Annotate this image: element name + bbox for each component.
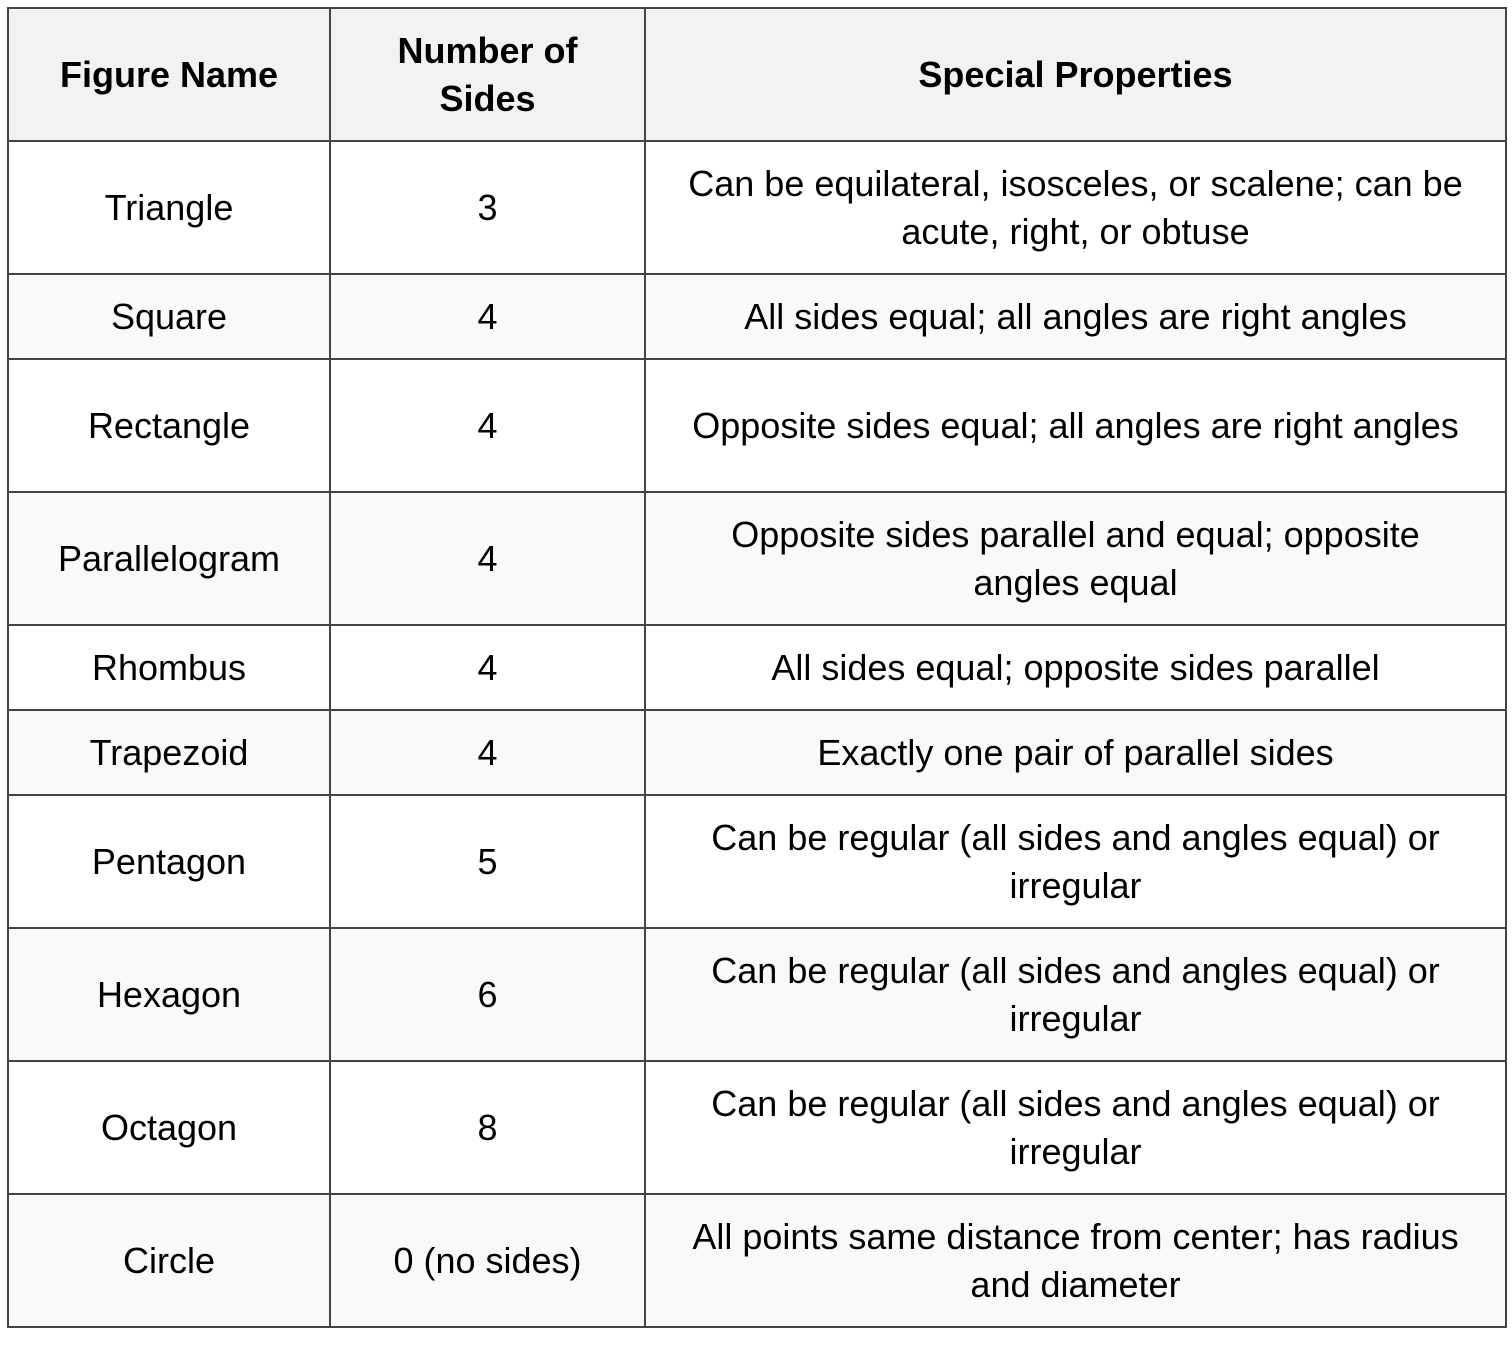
cell-number-of-sides: 3	[330, 141, 645, 274]
cell-special-properties: Opposite sides parallel and equal; opposite angles equal	[645, 492, 1506, 625]
cell-figure-name: Rectangle	[8, 359, 330, 492]
header-number-of-sides: Number of Sides	[330, 8, 645, 141]
cell-special-properties: Can be regular (all sides and angles equal) or irregular	[645, 928, 1506, 1061]
cell-special-properties: All sides equal; opposite sides parallel	[645, 625, 1506, 710]
cell-figure-name: Trapezoid	[8, 710, 330, 795]
table-row	[8, 795, 1506, 928]
cell-special-properties: Opposite sides equal; all angles are right angles	[645, 359, 1506, 492]
cell-figure-name: Triangle	[8, 141, 330, 274]
table-row	[8, 141, 1506, 274]
table-row	[8, 928, 1506, 1061]
table-row	[8, 1194, 1506, 1327]
cell-number-of-sides: 4	[330, 359, 645, 492]
cell-number-of-sides: 5	[330, 795, 645, 928]
cell-number-of-sides: 6	[330, 928, 645, 1061]
cell-figure-name: Pentagon	[8, 795, 330, 928]
table-row	[8, 710, 1506, 795]
cell-figure-name: Circle	[8, 1194, 330, 1327]
table-row	[8, 492, 1506, 625]
cell-special-properties: Exactly one pair of parallel sides	[645, 710, 1506, 795]
header-row	[8, 8, 1506, 141]
cell-number-of-sides: 4	[330, 274, 645, 359]
cell-figure-name: Hexagon	[8, 928, 330, 1061]
cell-figure-name: Parallelogram	[8, 492, 330, 625]
header-special-properties: Special Properties	[645, 8, 1506, 141]
table-row	[8, 625, 1506, 710]
cell-number-of-sides: 4	[330, 492, 645, 625]
table-row	[8, 359, 1506, 492]
cell-special-properties: Can be regular (all sides and angles equal) or irregular	[645, 1061, 1506, 1194]
table-row	[8, 1061, 1506, 1194]
cell-figure-name: Square	[8, 274, 330, 359]
cell-number-of-sides: 8	[330, 1061, 645, 1194]
cell-special-properties: Can be equilateral, isosceles, or scalene; can be acute, right, or obtuse	[645, 141, 1506, 274]
cell-special-properties: All sides equal; all angles are right angles	[645, 274, 1506, 359]
cell-number-of-sides: 4	[330, 710, 645, 795]
cell-figure-name: Octagon	[8, 1061, 330, 1194]
shapes-table	[7, 7, 1507, 1328]
cell-figure-name: Rhombus	[8, 625, 330, 710]
header-figure-name: Figure Name	[8, 8, 330, 141]
cell-special-properties: All points same distance from center; has radius and diameter	[645, 1194, 1506, 1327]
table-row	[8, 274, 1506, 359]
cell-number-of-sides: 0 (no sides)	[330, 1194, 645, 1327]
cell-number-of-sides: 4	[330, 625, 645, 710]
cell-special-properties: Can be regular (all sides and angles equal) or irregular	[645, 795, 1506, 928]
